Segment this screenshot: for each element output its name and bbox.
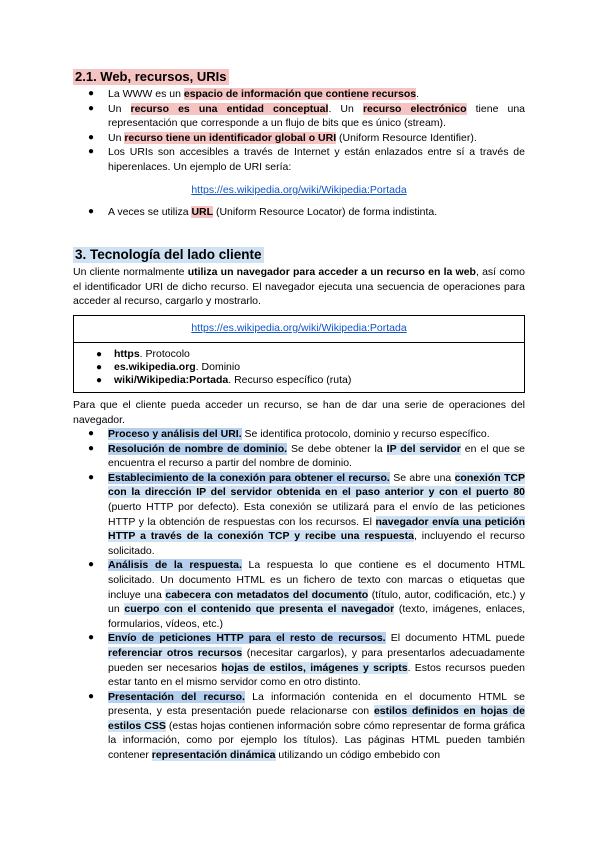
- example-uri-link-container: [73, 183, 525, 198]
- bullet-icon: ●: [88, 131, 95, 143]
- url-box-header: [74, 316, 524, 343]
- list-item: ● Proceso y análisis del URI. Se identifica protocolo, dominio y recurso específico.: [88, 428, 490, 440]
- list-item: ● A veces se utiliza URL (Uniform Resource Locator) de forma indistinta.: [88, 206, 438, 218]
- list-item: ● https. Protocolo: [96, 348, 190, 360]
- list-item: ● Establecimiento de la conexión para obtener el recurso. Se abre una conexión TCP con la dirección IP del servidor obtenida en el paso anterior y con el puerto 80 (puerto HTTP por defecto). Esta conexión se utilizará para el envío de las peticiones HTTP y la obtención de respuestas con los recursos. El navegador envía una petición HTTP a través de la conexión TCP y recibe una respuesta, incluyendo el recurso solicitado.: [88, 471, 526, 557]
- url-parts-list: [96, 348, 352, 387]
- bullet-icon: ●: [96, 349, 103, 360]
- bullet-icon: ●: [88, 428, 95, 439]
- list-item: ● Resolución de nombre de dominio. Se debe obtener la IP del servidor en el que se encuentra el recurso a partir del nombre de dominio.: [88, 442, 525, 470]
- bullet-icon: ●: [88, 206, 95, 217]
- list-item: ● Un recurso tiene un identificador global o URI (Uniform Resource Identifier).: [88, 131, 477, 144]
- bullet-icon: ●: [88, 632, 95, 644]
- bullet-icon: ●: [88, 471, 95, 483]
- list-item: ● Un recurso es una entidad conceptual. Un recurso electrónico tiene una representación que corresponde a un flujo de bits que es único (stream).: [88, 102, 526, 130]
- list-item: ● Envío de peticiones HTTP para el resto de recursos. El documento HTML puede referenciar otros recursos (necesitar cargarlos), y para presentarlos adecuadamente pueden ser necesarios hojas de estilos, imágenes y scripts. Estos recursos pueden estar tanto en el mismo servidor como en otro distinto.: [88, 632, 526, 689]
- browser-operations-list: [88, 427, 526, 763]
- url-box-link[interactable]: https://es.wikipedia.org/wiki/Wikipedia:Portada: [191, 322, 407, 334]
- bullet-icon: ●: [96, 375, 103, 386]
- bullet-icon: ●: [88, 146, 95, 158]
- bullet-icon: ●: [88, 559, 95, 571]
- list-item: ● es.wikipedia.org. Dominio: [96, 361, 241, 373]
- bullet-icon: ●: [88, 88, 95, 99]
- bullet-icon: ●: [88, 442, 95, 454]
- list-item: ● Presentación del recurso. La información contenida en el documento HTML se presenta, y esta presentación puede relacionarse con estilos definidos en hojas de estilos CSS (estas hojas contienen información sobre cómo representar de forma gráfica la información, como por ejemplo los títulos). Las páginas HTML pueden también contener representación dinámica utilizando un código embebido con: [88, 690, 526, 762]
- list-item: ● La WWW es un espacio de información que contiene recursos.: [88, 88, 420, 100]
- section1-bullet-list-2: [88, 205, 525, 220]
- example-uri-link[interactable]: https://es.wikipedia.org/wiki/Wikipedia:Portada: [191, 184, 407, 196]
- steps-intro-paragraph: Para que el cliente pueda acceder un recurso, se han de dar una serie de operaciones del navegador.: [73, 399, 525, 426]
- bullet-icon: ●: [88, 690, 95, 702]
- url-breakdown-box: [73, 315, 525, 393]
- bullet-icon: ●: [96, 362, 103, 373]
- section1-bullet-list: [88, 87, 526, 175]
- section-heading-web-recursos-uris: 2.1. Web, recursos, URIs: [75, 69, 227, 84]
- list-item: ● Los URIs son accesibles a través de Internet y están enlazados entre sí a través de hiperenlaces. Un ejemplo de URI sería:: [88, 146, 525, 173]
- list-item: ● wiki/Wikipedia:Portada. Recurso específico (ruta): [96, 374, 352, 386]
- section2-intro-paragraph: Un cliente normalmente utiliza un navegador para acceder a un recurso en la web, así como el identificador URI de dicho recurso. El navegador ejecuta una secuencia de operaciones para acceder al recurso, cargarlo y mostrarlo.: [73, 266, 525, 308]
- bullet-icon: ●: [88, 102, 95, 114]
- section-heading-tecnologia-cliente: 3. Tecnología del lado cliente: [75, 247, 262, 262]
- list-item: ● Análisis de la respuesta. La respuesta lo que contiene es el documento HTML solicitado. Un documento HTML es un fichero de texto con marcas o etiquetas que incluye una cabecera con metadatos del documento (título, autor, codificación, etc.) y un cuerpo con el contenido que presenta el navegador (texto, imágenes, enlaces, formularios, vídeos, etc.): [88, 559, 525, 630]
